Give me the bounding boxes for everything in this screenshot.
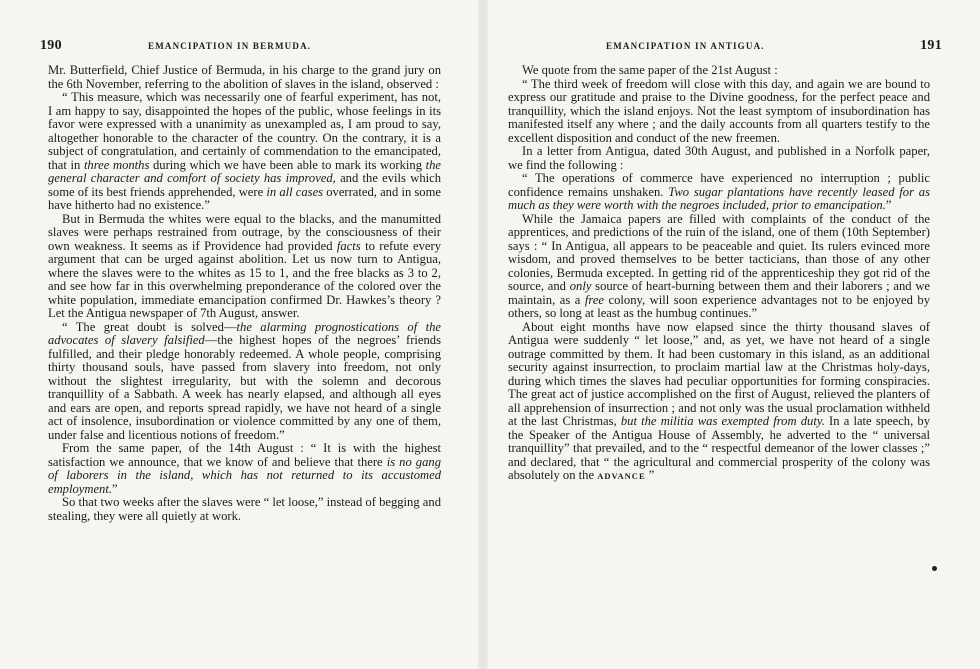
paragraph: “ The third week of freedom will close with this day, and again we are bound to express our gratitude and praise to the Divine goodness, for the perfect peace and tranquillity, which the island enjoys. Not the least symptom of insubordination has manifested itself any where ; and the daily accounts from all quarters testify to the excellent disposition and conduct of the new freemen. xyxy=(508,76,930,145)
paragraph: About eight months have now elapsed since the thirty thousand slaves of Antigua were suddenly “ let loose,” and, as yet, we have not heard of a single outrage committed by them. It had been customary in this island, as an additional security against insurrection, to proclaim martial law at the Christmas holy-days, during which times the slaves had peculiar opportunities for forming conspiracies. The great act of justice accomplished on the first of August, relieved the planters of all apprehension of insurrection ; and not only was the usual proclamation withheld at the last Christmas, but the militia was exempted from duty. In a late speech, by the Speaker of the Antigua House of Assembly, he adverted to the “ universal tranquillity” that prevailed, and to the “ respectful demeanor of the lower classes ;” and declared, that “ the agricultural and commercial prosperity of the colony was absolutely on the ADVANCE ” xyxy=(508,319,930,482)
paragraph: While the Jamaica papers are filled with complaints of the conduct of the apprentices, and predictions of the ruin of the island, one of them (10th September) says : “ In Antigua, all appears to be peaceable and quiet. Its rulers evinced more wisdom, and proved themselves to be better tacticians, than those of any other colonies, Bermuda excepted. In getting rid of the apprenticeship they got rid of the source, and only source of heart-burning between them and their laborers ; and we maintain, as a free colony, will soon experience advantages not to be enjoyed by others, so long at least as the humbug continues.” xyxy=(508,211,931,320)
paragraph: But in Bermuda the whites were equal to the blacks, and the manumitted slaves were perhaps restrained from outrage, by the consciousness of their own weakness. It seems as if Providence had provided facts to refute every argument that can be urged against abolition. Let us now turn to Antigua, where the slaves were to the whites as 15 to 1, and the free blacks as 3 to 2, and see how far in this overwhelming preponderance of the colored over the white population, immediate emancipation confirmed Dr. Hawkes’s theory ? Let the Antigua newspaper of 7th August, answer. xyxy=(48,211,441,320)
running-head: EMANCIPATION IN ANTIGUA. xyxy=(606,41,765,51)
paragraph: So that two weeks after the slaves were “ let loose,” instead of begging and stealing, they were all quietly at work. xyxy=(48,495,441,523)
book-gutter xyxy=(478,0,488,669)
ink-speck xyxy=(932,566,937,571)
paragraph: “ This measure, which was necessarily one of fearful experiment, has not, I am happy to say, disappointed the hopes of the public, whose feelings in its favor were expressed with a unanimity as unexampled as, I am proud to say, altogether honorable to the character of the country. On the contrary, it is a subject of congratulation, and certainly of commendation to the emancipated, that in three months during which we have been able to mark its working the general character and comfort of society has improved, and the evils which some of its best friends apprehended, were in all cases overrated, and in some have hitherto had no existence.” xyxy=(48,90,441,212)
left-page xyxy=(0,0,478,669)
paragraph: We quote from the same paper of the 21st August : xyxy=(522,63,778,77)
right-page-header xyxy=(522,38,942,54)
running-head: EMANCIPATION IN BERMUDA. xyxy=(148,41,312,51)
paragraph: In a letter from Antigua, dated 30th August, and published in a Norfolk paper, we find the following : xyxy=(508,144,930,172)
page-number: 190 xyxy=(40,38,62,53)
left-page-header xyxy=(40,38,450,54)
paragraph: “ The operations of commerce have experienced no interruption ; public confidence remains unshaken. Two sugar plantations have recently leased for as much as they were worth with the negroes included, prior to emancipation.” xyxy=(508,171,931,212)
paragraph: Mr. Butterfield, Chief Justice of Bermuda, in his charge to the grand jury on the 6th November, referring to the abolition of slaves in the island, observed : xyxy=(48,63,441,91)
paragraph: From the same paper, of the 14th August : “ It is with the highest satisfaction we announce, that we know of and believe that there is no gang of laborers in the island, which has not returned to its accustomed employment.” xyxy=(48,441,441,496)
paragraph: “ The great doubt is solved—the alarming prognostications of the advocates of slavery falsified—the highest hopes of the negroes’ friends fulfilled, and their pledge honorably redeemed. A whole people, comprising thirty thousand souls, have passed from slavery into freedom, not only without the slightest irregularity, but with the solemn and decorous tranquillity of a Sabbath. A week has nearly elapsed, and although all eyes and ears are open, and reports spread rapidly, we have not heard of a single act of insolence, insubordination or violence committed by any one of them, under false and licentious notions of freedom.” xyxy=(48,319,442,442)
right-page-body xyxy=(508,64,930,484)
right-page xyxy=(488,0,980,669)
page-number: 191 xyxy=(920,38,942,53)
left-page-body xyxy=(48,64,441,523)
